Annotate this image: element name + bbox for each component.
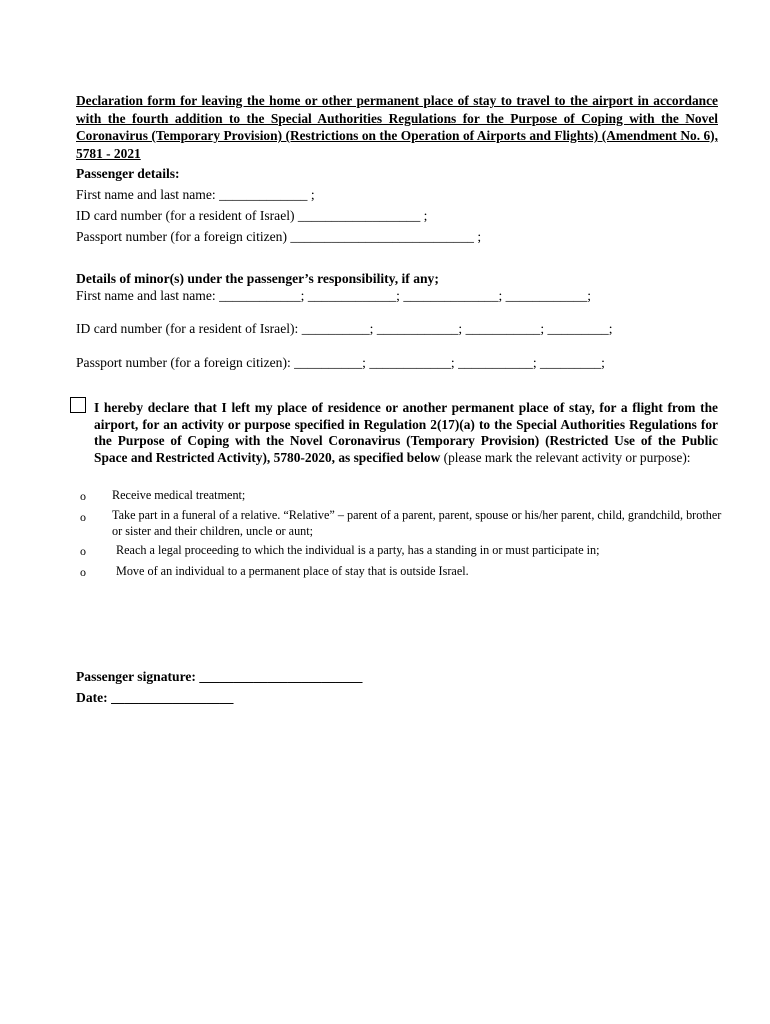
passenger-passport-field[interactable]: Passport number (for a foreign citizen) ___________________________ ; (76, 229, 482, 244)
passenger-details-heading: Passenger details: (76, 166, 180, 181)
option-medical-treatment: Receive medical treatment; (112, 488, 246, 502)
option-marker[interactable]: o (80, 489, 86, 503)
minors-id-fields[interactable]: ID card number (for a resident of Israel): __________; ____________; ___________; _________; (76, 321, 613, 336)
option-move-abroad: Move of an individual to a permanent place of stay that is outside Israel. (116, 564, 469, 578)
minors-details-heading: Details of minor(s) under the passenger’s responsibility, if any; (76, 271, 439, 286)
minors-name-fields[interactable]: First name and last name: ____________; _____________; ______________; ____________; (76, 288, 592, 303)
form-title: Declaration form for leaving the home or other permanent place of stay to travel to the airport in accordance with the fourth addition to the Special Authorities Regulations for the Purpose of Coping with the Novel Coronavirus (Temporary Provision) (Restrictions on the Operation of Airports and Flights) (Amendment No. 6), 5781 - 2021 (76, 93, 718, 161)
date-field[interactable]: Date: __________________ (76, 690, 234, 705)
minors-passport-fields[interactable]: Passport number (for a foreign citizen): __________; ____________; ___________; _________; (76, 355, 605, 370)
option-marker[interactable]: o (80, 510, 86, 524)
option-legal-proceeding: Reach a legal proceeding to which the individual is a party, has a standing in or must participate in; (116, 543, 600, 557)
option-marker[interactable]: o (80, 565, 86, 579)
passenger-signature-field[interactable]: Passenger signature: ________________________ (76, 669, 363, 684)
passenger-id-field[interactable]: ID card number (for a resident of Israel) __________________ ; (76, 208, 428, 223)
passenger-name-field[interactable]: First name and last name: _____________ ; (76, 187, 315, 202)
option-funeral: Take part in a funeral of a relative. “Relative” – parent of a parent, parent, spouse or his/her parent, child, grandchild, brother or sister and their children, uncle or aunt; (112, 508, 722, 538)
declaration-checkbox[interactable] (70, 397, 86, 413)
declaration-bold-text: I hereby declare that I left my place of residence or another permanent place of stay, for a flight from the airport, for an activity or purpose specified in Regulation 2(17)(a) to the Special Authorities Regulations for the Purpose of Coping with the Novel Coronavirus (Temporary Provision) (Restricted Use of the Public Space and Restricted Activity), 5780-2020, as specified below (94, 400, 718, 465)
declaration-text (94, 400, 718, 466)
declaration-instruction: (please mark the relevant activity or purpose): (440, 449, 691, 465)
option-marker[interactable]: o (80, 544, 86, 558)
